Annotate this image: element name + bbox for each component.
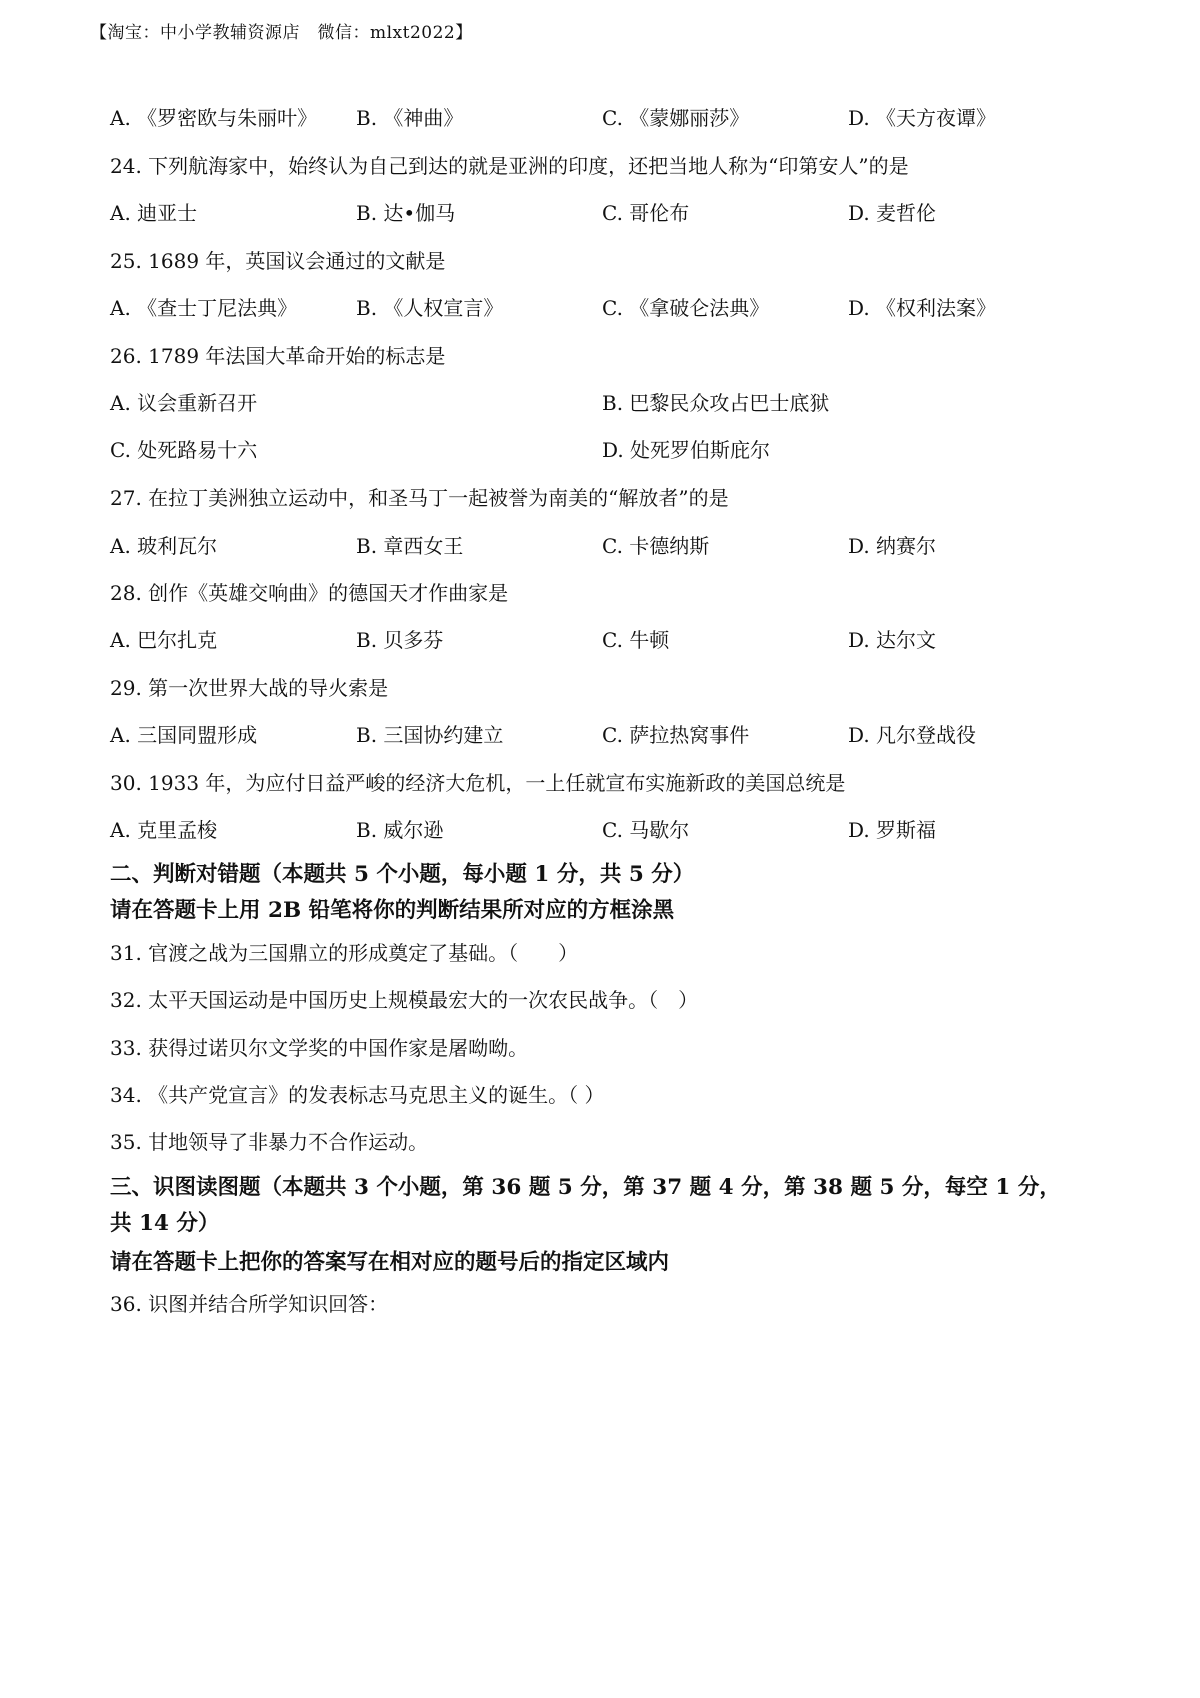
question-23-options [0,102,1200,132]
q23-option-d: D. 《天方夜谭》 [848,106,997,130]
question-27-stem: 27. 在拉丁美洲独立运动中，和圣马丁一起被誉为南美的“解放者”的是 [110,486,729,510]
question-26-options-row1 [0,387,1200,417]
section-2-title: 二、判断对错题（本题共 5 个小题，每小题 1 分，共 5 分） [110,862,695,887]
question-33: 33. 获得过诺贝尔文学奖的中国作家是屠呦呦。 [110,1036,529,1060]
q29-option-b: B. 三国协约建立 [356,723,504,747]
q29-option-c: C. 萨拉热窝事件 [602,723,750,747]
section-3-title-line2: 共 14 分） [110,1211,220,1236]
q26-option-a: A. 议会重新召开 [110,391,258,415]
question-36-stem: 36. 识图并结合所学知识回答： [110,1292,389,1316]
question-29-stem: 29. 第一次世界大战的导火索是 [110,676,389,700]
q24-option-d: D. 麦哲伦 [848,201,937,225]
q30-option-a: A. 克里孟梭 [110,818,218,842]
question-31: 31. 官渡之战为三国鼎立的形成奠定了基础。（ ） [110,941,579,965]
question-25-options [0,292,1200,322]
q25-option-b: B. 《人权宣言》 [356,296,504,320]
q27-option-d: D. 纳赛尔 [848,534,937,558]
q27-option-b: B. 章西女王 [356,534,464,558]
q25-option-a: A. 《查士丁尼法典》 [110,296,298,320]
q28-option-b: B. 贝多芬 [356,628,444,652]
section-2-instruction: 请在答题卡上用 2B 铅笔将你的判断结果所对应的方框涂黑 [110,898,675,923]
q30-option-c: C. 马歇尔 [602,818,690,842]
q23-option-a: A. 《罗密欧与朱丽叶》 [110,106,318,130]
question-24-stem: 24. 下列航海家中，始终认为自己到达的就是亚洲的印度，还把当地人称为“印第安人”的是 [110,154,909,178]
question-28-options [0,624,1200,654]
question-26-stem: 26. 1789 年法国大革命开始的标志是 [110,344,446,368]
question-25-stem: 25. 1689 年，英国议会通过的文献是 [110,249,446,273]
q30-option-d: D. 罗斯福 [848,818,937,842]
q23-option-b: B. 《神曲》 [356,106,464,130]
section-3-title-line1: 三、识图读图题（本题共 3 个小题，第 36 题 5 分，第 37 题 4 分，第 38 题 5 分，每空 1 分， [110,1175,1061,1200]
q26-option-b: B. 巴黎民众攻占巴士底狱 [602,391,830,415]
question-32: 32. 太平天国运动是中国历史上规模最宏大的一次农民战争。（ ） [110,988,699,1012]
q27-option-c: C. 卡德纳斯 [602,534,710,558]
question-27-options [0,530,1200,560]
q28-option-d: D. 达尔文 [848,628,937,652]
q26-option-d: D. 处死罗伯斯庇尔 [602,438,771,462]
question-28-stem: 28. 创作《英雄交响曲》的德国天才作曲家是 [110,581,509,605]
q23-option-c: C. 《蒙娜丽莎》 [602,106,750,130]
question-29-options [0,719,1200,749]
question-30-options [0,814,1200,844]
q29-option-d: D. 凡尔登战役 [848,723,977,747]
q24-option-c: C. 哥伦布 [602,201,690,225]
q28-option-c: C. 牛顿 [602,628,670,652]
q30-option-b: B. 威尔逊 [356,818,444,842]
question-35: 35. 甘地领导了非暴力不合作运动。 [110,1130,429,1154]
question-24-options [0,197,1200,227]
q28-option-a: A. 巴尔扎克 [110,628,218,652]
q24-option-b: B. 达•伽马 [356,201,456,225]
question-30-stem: 30. 1933 年，为应付日益严峻的经济大危机，一上任就宣布实施新政的美国总统是 [110,771,846,795]
header-watermark: 【淘宝：中小学教辅资源店 微信：mlxt2022】 [90,23,473,43]
section-3-instruction: 请在答题卡上把你的答案写在相对应的题号后的指定区域内 [110,1250,670,1275]
question-34: 34. 《共产党宣言》的发表标志马克思主义的诞生。（ ） [110,1083,605,1107]
q24-option-a: A. 迪亚士 [110,201,198,225]
q29-option-a: A. 三国同盟形成 [110,723,258,747]
q25-option-d: D. 《权利法案》 [848,296,997,320]
q26-option-c: C. 处死路易十六 [110,438,258,462]
q27-option-a: A. 玻利瓦尔 [110,534,218,558]
q25-option-c: C. 《拿破仑法典》 [602,296,770,320]
question-26-options-row2 [0,434,1200,464]
